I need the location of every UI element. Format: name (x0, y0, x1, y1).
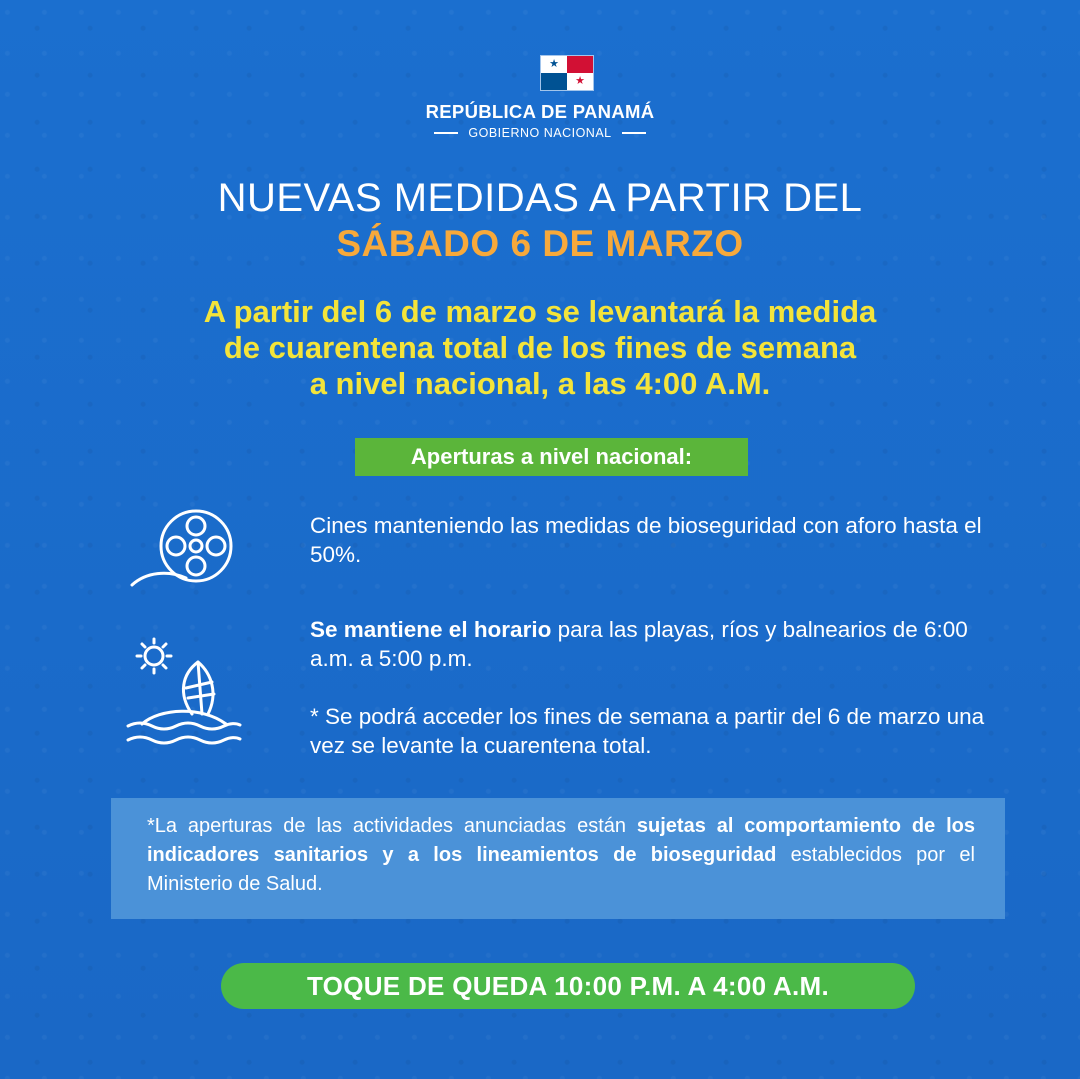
list-item (310, 615, 990, 673)
item-text: * Se podrá acceder los fines de semana a partir del 6 de marzo una vez se levante la cuarentena total. (310, 704, 985, 758)
item-text: Cines manteniendo las medidas de bioseguridad con aforo hasta el 50%. (310, 513, 982, 567)
list-item (310, 702, 990, 760)
curfew-banner: TOQUE DE QUEDA 10:00 P.M. A 4:00 A.M. (221, 963, 915, 1009)
lead-line: A partir del 6 de marzo se levantará la medida (203, 294, 877, 329)
divider (434, 132, 458, 134)
notice-text (147, 812, 975, 899)
notice-text-part: *La aperturas de las actividades anunciadas están (147, 815, 637, 837)
notice-text-part: establecidos por el Ministerio de Salud. (147, 844, 975, 895)
headline: NUEVAS MEDIDAS A PARTIR DEL (217, 176, 863, 220)
film-reel-icon (128, 506, 238, 590)
panama-flag-icon: ★ ★ (541, 56, 593, 90)
lead-statement (90, 294, 990, 402)
government-subtitle (0, 126, 1080, 140)
item-text: para las playas, ríos y balnearios de 6:00 a.m. a 5:00 p.m. (310, 617, 968, 671)
item-bold-text: Se mantiene el horario (310, 617, 552, 642)
headline-date: SÁBADO 6 DE MARZO (336, 223, 744, 264)
list-item (310, 511, 990, 569)
government-subtitle-text: GOBIERNO NACIONAL (468, 126, 612, 140)
lead-line: de cuarentena total de los fines de semana (223, 330, 857, 365)
section-badge: Aperturas a nivel nacional: (355, 438, 748, 476)
government-title: REPÚBLICA DE PANAMÁ (425, 101, 655, 122)
lead-line: a nivel nacional, a las 4:00 A.M. (309, 366, 771, 401)
divider (622, 132, 646, 134)
notice-bold-text: sujetas al comportamiento de los indicadores sanitarios y a los lineamientos de bioseguridad (147, 815, 975, 866)
notice-box (111, 798, 1005, 919)
beach-island-icon (122, 636, 244, 748)
